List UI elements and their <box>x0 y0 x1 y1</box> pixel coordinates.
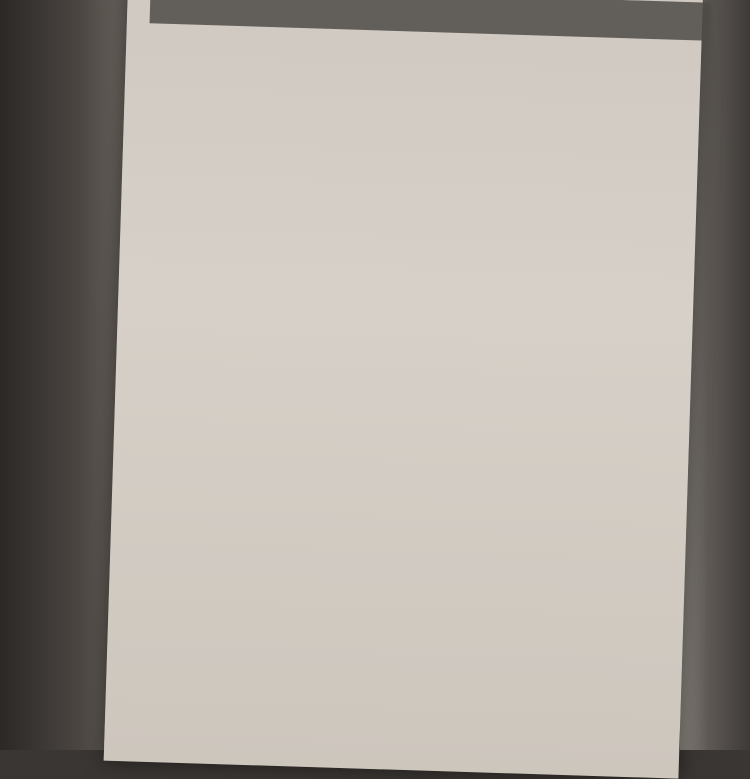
variant-title <box>124 123 699 141</box>
textbook-page <box>104 0 703 779</box>
